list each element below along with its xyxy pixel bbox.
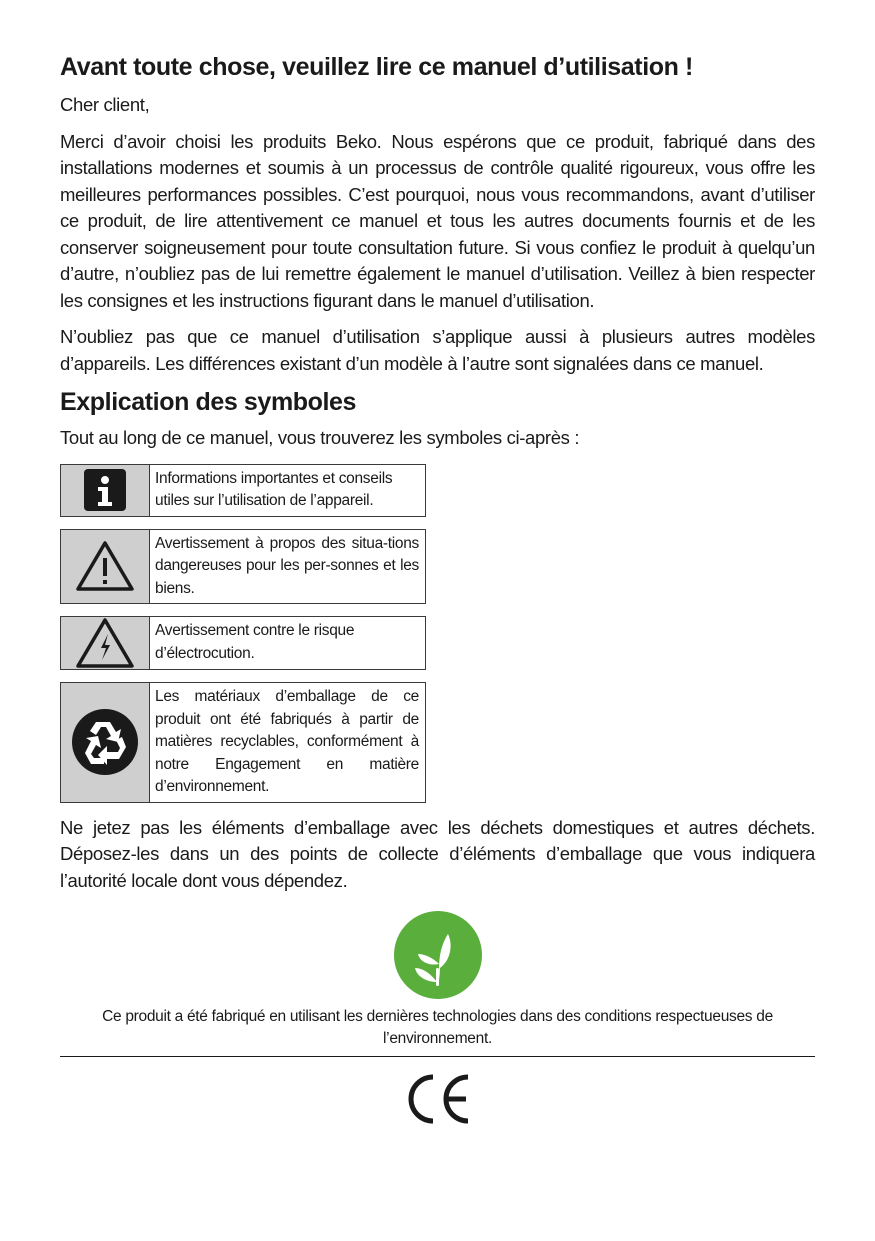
symbol-row-info bbox=[60, 464, 426, 517]
symbol-row-electric bbox=[60, 616, 426, 670]
eco-logo bbox=[60, 910, 815, 1000]
symbols-table bbox=[60, 464, 426, 803]
symbol-text: Avertissement à propos des situa-tions dangereuses pour les per-sonnes et les biens. bbox=[155, 534, 419, 597]
page-title: Avant toute chose, veuillez lire ce manuel d’utilisation ! bbox=[60, 53, 693, 81]
symbol-text: Informations importantes et conseils utiles sur l’utilisation de l’appareil. bbox=[155, 469, 393, 509]
symbols-intro: Tout au long de ce manuel, vous trouverez les symboles ci-après : bbox=[60, 427, 580, 448]
warning-icon bbox=[61, 530, 150, 604]
symbol-row-recycle bbox=[60, 682, 426, 803]
manual-page bbox=[60, 52, 815, 1127]
symbol-text: Les matériaux d’emballage de ce produit ont été fabriqués à partir de matières recyclables, conformément à notre Engagement en matière d’environnement. bbox=[155, 688, 419, 795]
intro-paragraph: Merci d’avoir choisi les produits Beko. Nous espérons que ce produit, fabriqué dans des installations modernes et soumis à un processus de contrôle qualité rigoureux, vous offre les meilleures performances possibles. C’est pourquoi, nous vous recommandons, avant d’utiliser ce produit, de lire attentivement ce manuel et tous les autres documents fournis et de les conserver soigneusement pour toute consultation future. Si vous confiez le produit à quelqu’un d’autre, n’oubliez pas de lui remettre également le manuel d’utilisation. Veillez à bien respecter les consignes et les instructions figurant dans le manuel d’utilisation. bbox=[60, 130, 815, 311]
symbols-heading: Explication des symboles bbox=[60, 388, 357, 416]
symbol-row-warning bbox=[60, 529, 426, 605]
eco-caption: Ce produit a été fabriqué en utilisant les dernières technologies dans des conditions respectueuses de l’environnement. bbox=[102, 1008, 773, 1047]
packaging-paragraph: Ne jetez pas les éléments d’emballage avec les déchets domestiques et autres déchets. Déposez-les dans un des points de collecte d’éléments d’emballage que vous indiquera l’autorité locale dont vous dépendez. bbox=[60, 816, 815, 891]
symbol-text: Avertissement contre le risque d’électrocution. bbox=[155, 622, 355, 662]
recycle-icon bbox=[61, 683, 150, 802]
info-icon bbox=[61, 465, 150, 516]
divider bbox=[60, 1056, 815, 1057]
leaf-icon bbox=[393, 910, 483, 1000]
greeting: Cher client, bbox=[60, 94, 150, 115]
models-paragraph: N’oubliez pas que ce manuel d’utilisation s’applique aussi à plusieurs autres modèles d’appareils. Les différences existant d’un modèle à l’autre sont signalées dans ce manuel. bbox=[60, 326, 815, 374]
ce-mark bbox=[60, 1071, 815, 1127]
ce-icon bbox=[402, 1071, 474, 1127]
electric-shock-icon bbox=[61, 617, 150, 669]
